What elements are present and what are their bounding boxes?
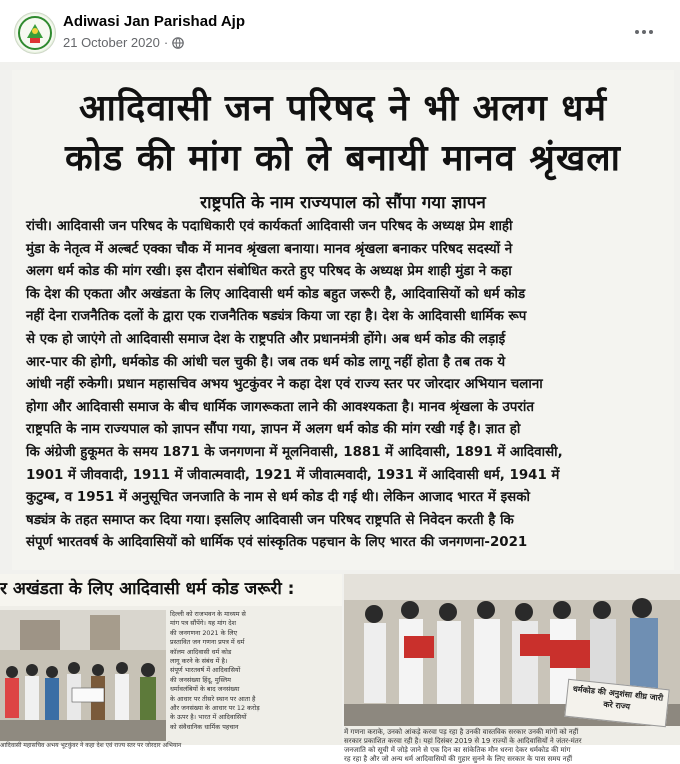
article-body-line: से एक हो जाएंगे तो आदिवासी समाज देश के राष्ट्रपति और प्रधानमंत्री होंगे। अब धर्म कोड की लड़ाई <box>26 331 506 347</box>
clipping-footer: आदिवासी महासचिव अभय भूटकुंवर ने कहा देश एवं राज्य स्तर पर जोरदार अभियान <box>0 742 182 749</box>
article-body-line: कि अंग्रेजी हुकूमत के समय 1871 के जनगणना में मूलनिवासी, 1881 में आदिवासी, 1891 में आदिवासी, <box>26 444 563 460</box>
clipping-column-line: कॉलम आदिवासी धर्म कोड <box>170 647 232 656</box>
organization-logo <box>15 13 55 53</box>
article-body-line: 1901 में जीववादी, 1911 में जीवात्मवादी, 1921 में जीवात्मवादी, 1931 में आदिवासी धर्म, 1941 में <box>26 467 560 483</box>
article-body-line: आर-पार की होगी, धर्मकोड की आंधी चल चुकी है। जब तक धर्म कोड लागू नहीं होता है तब तक ये <box>26 354 506 370</box>
clipping-columns <box>170 610 340 745</box>
article-body-line: राष्ट्रपति के नाम राज्यपाल को ज्ञापन सौंपा गया, ज्ञापन में अलग धर्म कोड की मांग रखी गई है। ज्ञात हो <box>26 422 521 438</box>
clipping-column-line: लागू करने के संबंध में है। <box>170 657 228 666</box>
article-body-line: मुंडा के नेतृत्व में अल्बर्ट एक्का चौक में मानव श्रृंखला बनाया। मानव श्रृंखला बनाकर परिषद सदस्यों ने <box>26 241 513 257</box>
globe-icon <box>172 37 184 49</box>
clipping-column-line: और जनसंख्या के आधार पर 12 करोड़ <box>170 704 260 713</box>
clipping-right-text <box>344 728 680 764</box>
clipping-column-line: की जनगणना 2021 के लिए <box>170 628 238 637</box>
post-header <box>0 0 680 62</box>
article-body-line: षड्यंत्र के तहत समाप्त कर दिया गया। इसलिए आदिवासी जन परिषद राष्ट्रपति से निवेदन करती है कि <box>26 512 514 528</box>
more-dot-icon <box>635 30 639 34</box>
article-body-line: आंधी नहीं रुकेगी। प्रधान महासचिव अभय भुटकुंवर ने कहा देश एवं राज्य स्तर पर जोरदार अभियान चलाना <box>26 377 543 393</box>
protest-placard: धर्मकोड की अनुशंसा शीघ्र जारी करे राज्य <box>564 679 669 727</box>
article-body-line: संपूर्ण भारतवर्ष के आदिवासियों को धार्मिक एवं सांस्कृतिक पहचान के लिए भारत की जनगणना-2021 <box>26 535 528 551</box>
clipping-column-line: के ऊपर है। भारत में आदिवासियों <box>170 713 247 722</box>
protest-photo-left <box>0 610 166 741</box>
article-headline-line-1: आदिवासी जन परिषद ने भी अलग धर्म <box>78 88 607 129</box>
clipping-column-line: मांग पत्र सौंपेंगे। यह मांग देश <box>170 619 236 628</box>
page-avatar[interactable] <box>14 12 56 54</box>
clipping-text-line: जनजाति को सूची में जोड़े जाने से एक दिन का सांकेतिक मौन धरना देकर धर्मकोड की मांग <box>344 746 571 754</box>
newspaper-clipping-right <box>344 574 680 763</box>
article-body-line: अलग धर्म कोड की मांग रखी। इस दौरान संबोधित करते हुए परिषद के अध्यक्ष प्रेम शाही मुंडा ने कहा <box>26 264 512 280</box>
clipping-column-line: को संवैधानिक धार्मिक पहचान <box>170 722 239 731</box>
clipping-column-line: प्रस्तावित जन गणना प्रपत्र में धर्म <box>170 638 245 647</box>
newspaper-clipping-left <box>0 574 342 749</box>
clipping-text-line: रह रहा है और जो अन्य धर्म आदिवासियों की गुहार सुनने के लिए सरकार के पास समय नहीं <box>344 755 573 763</box>
article-body <box>26 216 678 555</box>
page-name[interactable]: Adiwasi Jan Parishad Ajp <box>63 13 245 30</box>
article-body-line: कुटुम्ब, व 1951 में अनुसूचित जनजाति के नाम से धर्म कोड दी गई थी। लेकिन आजाद भारत में इसको <box>26 490 530 506</box>
protest-photo-right <box>344 574 680 726</box>
article-body-line: होगा और आदिवासी समाज के बीच धार्मिक जागरूकता लाने की आवश्यकता है। मानव श्रृंखला के उपरांत <box>26 399 534 415</box>
clipping-headline: र अखंडता के लिए आदिवासी धर्म कोड जरूरी : <box>0 574 342 606</box>
separator-dot: · <box>163 35 169 50</box>
more-dot-icon <box>649 30 653 34</box>
clipping-column-line: की जनसंख्या हिंदू, मुस्लिम <box>170 675 231 684</box>
article-headline-line-2: कोड की मांग को ले बनायी मानव श्रृंखला <box>64 138 622 179</box>
clipping-column-line: के आधार पर तीसरे स्थान पर आता है <box>170 694 256 703</box>
more-dot-icon <box>642 30 646 34</box>
newspaper-article <box>12 70 674 570</box>
more-options-button[interactable] <box>632 22 656 42</box>
clipping-text-line: सरकार प्रकाशित करवा रही है। यहां दिसंबर 2019 से 19 राज्यों के आदिवासियों ने जंतर-मंतर <box>344 737 582 745</box>
clipping-column-line: धर्मावलंबियों के बाद जनसंख्या <box>170 685 240 694</box>
article-subhead: राष्ट्रपति के नाम राज्यपाल को सौंपा गया ज्ञापन <box>200 193 486 213</box>
clipping-column-line: दिल्ली को राजभवन के माध्यम से <box>170 610 246 618</box>
post-meta <box>63 35 184 50</box>
post-photo[interactable] <box>0 62 680 763</box>
clipping-column-line: संपूर्ण भारतवर्ष में आदिवासियों <box>170 666 241 675</box>
article-body-line: रांची। आदिवासी जन परिषद के पदाधिकारी एवं कार्यकर्ता आदिवासी जन परिषद के अध्यक्ष प्रेम शाही <box>26 219 513 234</box>
article-body-line: कि देश की एकता और अखंडता के लिए आदिवासी धर्म कोड बहुत जरूरी है, आदिवासियों को धर्म कोड <box>26 286 526 302</box>
clipping-text-line: में गणना कराके, उनको आंकड़े करवा पड़ रहा है उनकी वास्तविक सरकार उनकी मांगों को नहीं <box>344 728 579 736</box>
article-body-line: नहीं देना राजनैतिक दलों के द्वारा एक राजनैतिक षड्यंत्र किया जा रहा है। देश के आदिवासी धार्मिक रूप <box>26 309 527 325</box>
post-date[interactable]: 21 October 2020 <box>63 35 160 50</box>
